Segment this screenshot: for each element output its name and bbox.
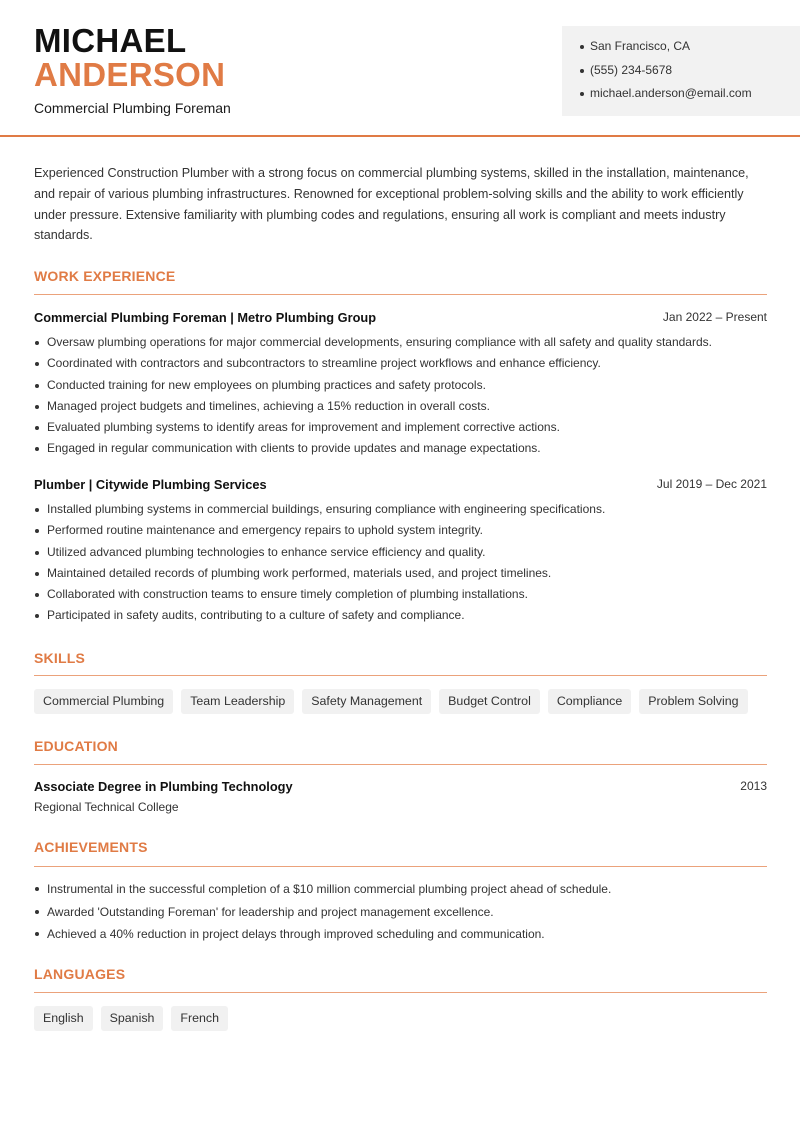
list-item: Participated in safety audits, contributing to a culture of safety and compliance.: [34, 605, 769, 626]
list-item: Managed project budgets and timelines, achieving a 15% reduction in overall costs.: [34, 396, 769, 417]
section-divider: [34, 675, 767, 676]
section-divider: [34, 764, 767, 765]
section-title-education: EDUCATION: [34, 738, 118, 754]
education-header: [34, 779, 767, 794]
contact-box: [562, 26, 800, 116]
job-role: Plumber | Citywide Plumbing Services: [34, 477, 267, 492]
list-item: Evaluated plumbing systems to identify areas for improvement and implement corrective actions.: [34, 417, 769, 438]
list-item: Maintained detailed records of plumbing work performed, materials used, and project timelines.: [34, 563, 769, 584]
list-item: Engaged in regular communication with clients to provide updates and manage expectations.: [34, 438, 769, 459]
skills-list: [34, 689, 748, 714]
job-role: Commercial Plumbing Foreman | Metro Plumbing Group: [34, 310, 377, 325]
language-chip: French: [171, 1006, 228, 1031]
language-chip: Spanish: [101, 1006, 164, 1031]
skill-chip: Safety Management: [302, 689, 431, 714]
education-degree: Associate Degree in Plumbing Technology: [34, 779, 293, 794]
contact-email[interactable]: michael.anderson@email.com: [580, 85, 800, 109]
skill-chip: Problem Solving: [639, 689, 747, 714]
resume-header: [0, 0, 800, 137]
skill-chip: Budget Control: [439, 689, 540, 714]
achievements-list: [34, 878, 769, 946]
section-divider: [34, 866, 767, 867]
list-item: Coordinated with contractors and subcontractors to streamline project workflows and enhance efficiency.: [34, 353, 769, 374]
skill-chip: Commercial Plumbing: [34, 689, 173, 714]
job-title: Commercial Plumbing Foreman: [34, 100, 231, 116]
section-title-achievements: ACHIEVEMENTS: [34, 839, 148, 855]
job-header: [34, 310, 767, 325]
list-item: Oversaw plumbing operations for major commercial developments, ensuring compliance with all safety and quality standards.: [34, 332, 769, 353]
list-item: Performed routine maintenance and emergency repairs to uphold system integrity.: [34, 520, 769, 541]
job-dates: Jan 2022 – Present: [662, 310, 767, 324]
list-item: Awarded 'Outstanding Foreman' for leadership and project management excellence.: [34, 901, 769, 924]
list-item: Instrumental in the successful completion of a $10 million commercial plumbing project ahead of schedule.: [34, 878, 769, 901]
education-year: 2013: [740, 779, 767, 793]
contact-location: San Francisco, CA: [580, 38, 800, 62]
last-name: ANDERSON: [34, 56, 226, 93]
section-title-languages: LANGUAGES: [34, 966, 126, 982]
section-divider: [34, 294, 767, 295]
job-dates: Jul 2019 – Dec 2021: [656, 477, 767, 491]
skill-chip: Compliance: [548, 689, 631, 714]
list-item: Conducted training for new employees on plumbing practices and safety protocols.: [34, 375, 769, 396]
section-divider: [34, 992, 767, 993]
skill-chip: Team Leadership: [181, 689, 294, 714]
languages-list: [34, 1006, 228, 1031]
list-item: Installed plumbing systems in commercial buildings, ensuring compliance with engineering specifications.: [34, 499, 769, 520]
section-title-skills: SKILLS: [34, 650, 85, 666]
contact-phone: (555) 234-5678: [580, 62, 800, 86]
list-item: Utilized advanced plumbing technologies to enhance service efficiency and quality.: [34, 542, 769, 563]
first-name: MICHAEL: [34, 22, 187, 59]
education-school: Regional Technical College: [34, 800, 179, 814]
job-header: [34, 477, 767, 492]
job-bullet-list: [34, 332, 769, 460]
section-title-experience: WORK EXPERIENCE: [34, 268, 176, 284]
list-item: Achieved a 40% reduction in project delays through improved scheduling and communication.: [34, 923, 769, 946]
list-item: Collaborated with construction teams to ensure timely completion of plumbing installations.: [34, 584, 769, 605]
job-bullet-list: [34, 499, 769, 627]
language-chip: English: [34, 1006, 93, 1031]
summary-paragraph: Experienced Construction Plumber with a strong focus on commercial plumbing systems, skilled in the installation, maintenance, and repair of various plumbing infrastructures. Renowned for exceptional problem-solving skills and the ability to work efficiently under pressure. Extensive familiarity with plumbing codes and regulations, ensuring all work is compliant and meets industry standards.: [34, 166, 749, 243]
